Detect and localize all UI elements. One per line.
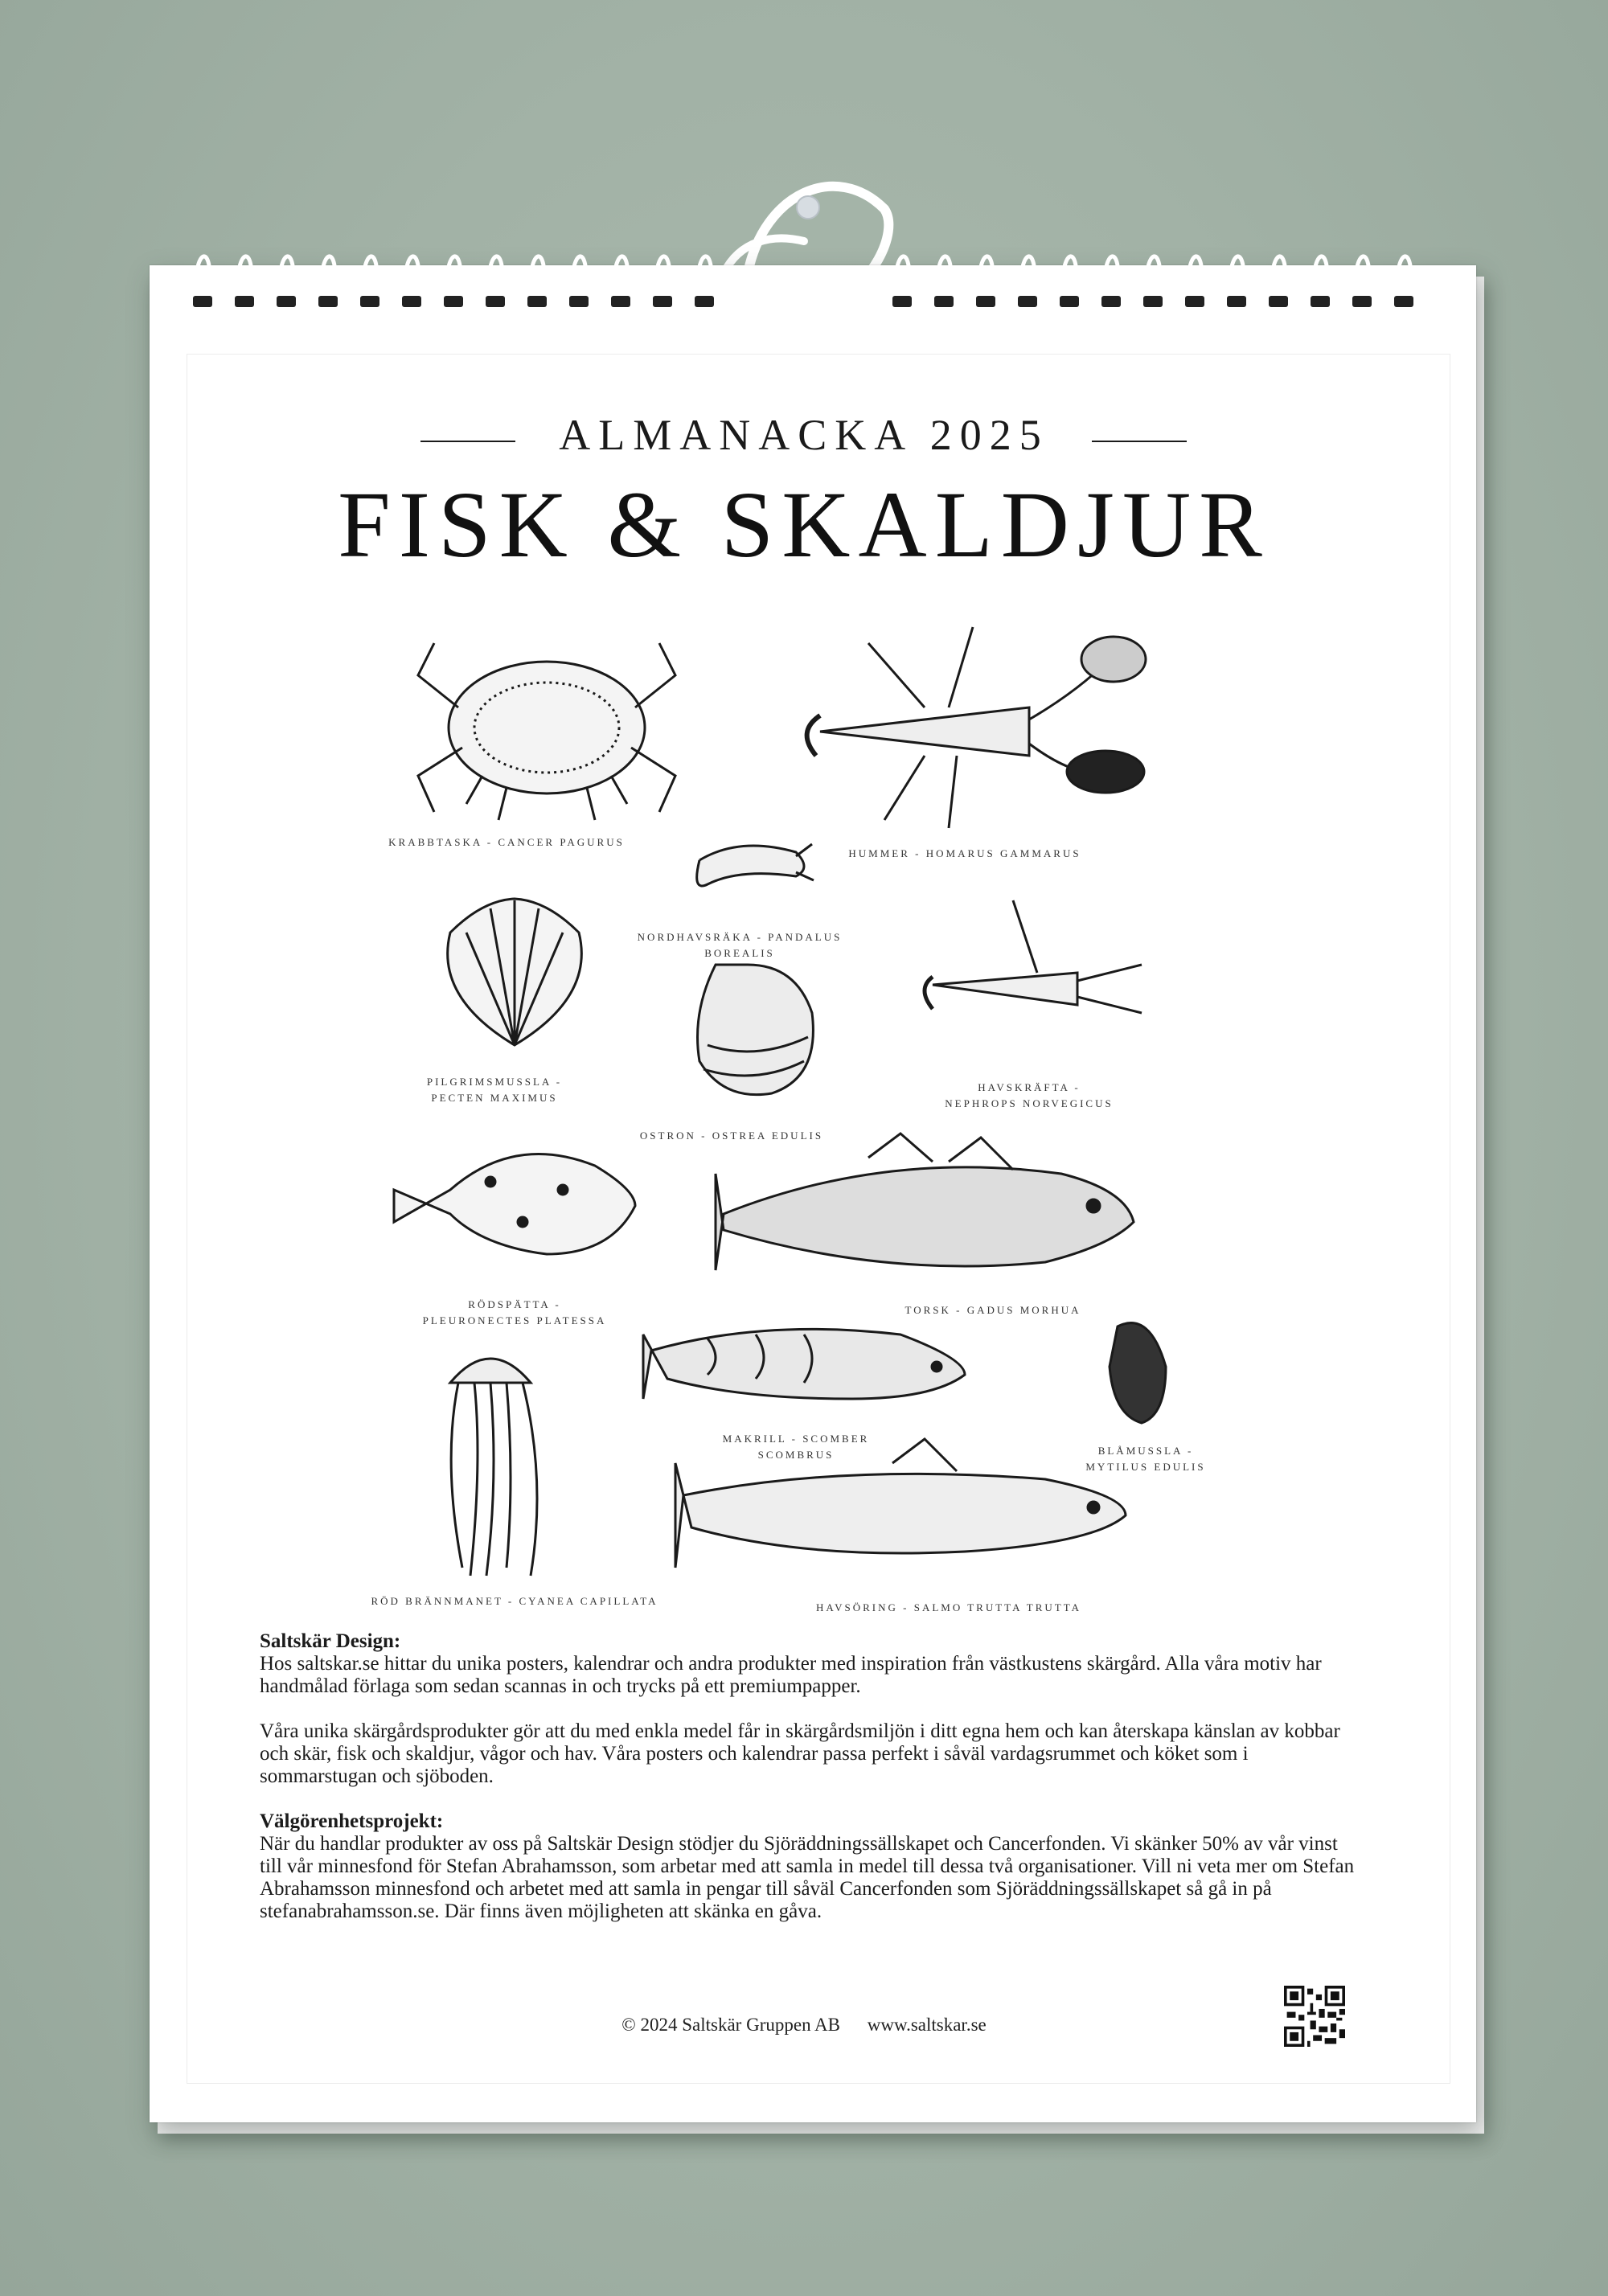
caption-torsk: TORSK - GADUS MORHUA [904, 1304, 1081, 1316]
shrimp-illustration [697, 844, 814, 886]
scallop-illustration [448, 899, 582, 1045]
caption-blamussla: BLÅMUSSLA - MYTILUS EDULIS [1085, 1445, 1206, 1473]
caption-nordhavsraka: NORDHAVSRÄKA - PANDALUS BOREALIS [637, 931, 843, 959]
mackerel-illustration [643, 1329, 965, 1399]
oyster-illustration [698, 965, 814, 1095]
charity-paragraph: När du handlar produkter av oss på Saltskär Design stödjer du Sjöräddningssällskapet och Cancerfonden. Vi skänker 50% av vår vinst till vår minnesfond för Stefan Abrahamsson, som arbetar med att samla in medel till dessa två organisationer. Vill ni veta mer om Stefan Abrahamsson minnesfond och arbetet med att samla in pengar till såväl Cancerfonden som Sjöräddningssällskapet så gå in på stefanabrahamsson.se. Där finns även möjligheten att skänka en gåva. [260, 1833, 1355, 1922]
lobster-illustration [807, 627, 1146, 828]
design-paragraph-1: Hos saltskar.se hittar du unika posters, kalendrar och andra produkter med inspiration från västkustens skärgård. Alla våra motiv har handmålad förlaga som sedan scannas in och trycks på ett premiumpapper. [260, 1653, 1322, 1697]
nephrops-illustration [925, 900, 1142, 1013]
calendar-subtitle: ALMANACKA 2025 [559, 411, 1049, 459]
caption-rodspatta: RÖDSPÄTTA - PLEURONECTES PLATESSA [422, 1298, 607, 1326]
website-link[interactable]: www.saltskar.se [867, 2015, 987, 2035]
caption-brannmanet: RÖD BRÄNNMANET - CYANEA CAPILLATA [371, 1595, 658, 1607]
caption-pilgrimsmussla: PILGRIMSMUSSLA - PECTEN MAXIMUS [426, 1076, 563, 1104]
caption-havskrafta: HAVSKRÄFTA - NEPHROPS NORVEGICUS [945, 1081, 1114, 1109]
copyright-text: © 2024 Saltskär Gruppen AB [621, 2015, 840, 2035]
design-paragraph-2: Våra unika skärgårdsprodukter gör att du med enkla medel får in skärgårdsmiljön i ditt egna hem och kan återskapa känslan av kobbar och skär, fisk och skaldjur, vågor och hav. Våra posters och kalendrar passa perfekt i såväl vardagsrummet och köket som i sommarstugan och sjöboden. [260, 1720, 1340, 1787]
mussel-illustration [1110, 1323, 1166, 1423]
caption-ostron: OSTRON - OSTREA EDULIS [639, 1130, 824, 1142]
plaice-illustration [394, 1154, 635, 1254]
design-heading: Saltskär Design: [260, 1630, 401, 1652]
charity-heading: Välgörenhetsprojekt: [260, 1810, 444, 1832]
caption-makrill: MAKRILL - SCOMBER SCOMBRUS [722, 1433, 870, 1461]
cod-illustration [716, 1134, 1134, 1270]
jellyfish-illustration [450, 1359, 537, 1576]
caption-hummer: HUMMER - HOMARUS GAMMARUS [848, 847, 1081, 859]
caption-krabbtaska: KRABBTASKA - CANCER PAGURUS [388, 836, 625, 848]
qr-code-icon[interactable] [1284, 1986, 1345, 2047]
calendar-title: FISK & SKALDJUR [338, 472, 1270, 577]
footer [0, 2015, 1608, 2036]
caption-havsoring: HAVSÖRING - SALMO TRUTTA TRUTTA [816, 1601, 1081, 1613]
crab-illustration [418, 643, 675, 820]
info-text-block [260, 1630, 1361, 1923]
